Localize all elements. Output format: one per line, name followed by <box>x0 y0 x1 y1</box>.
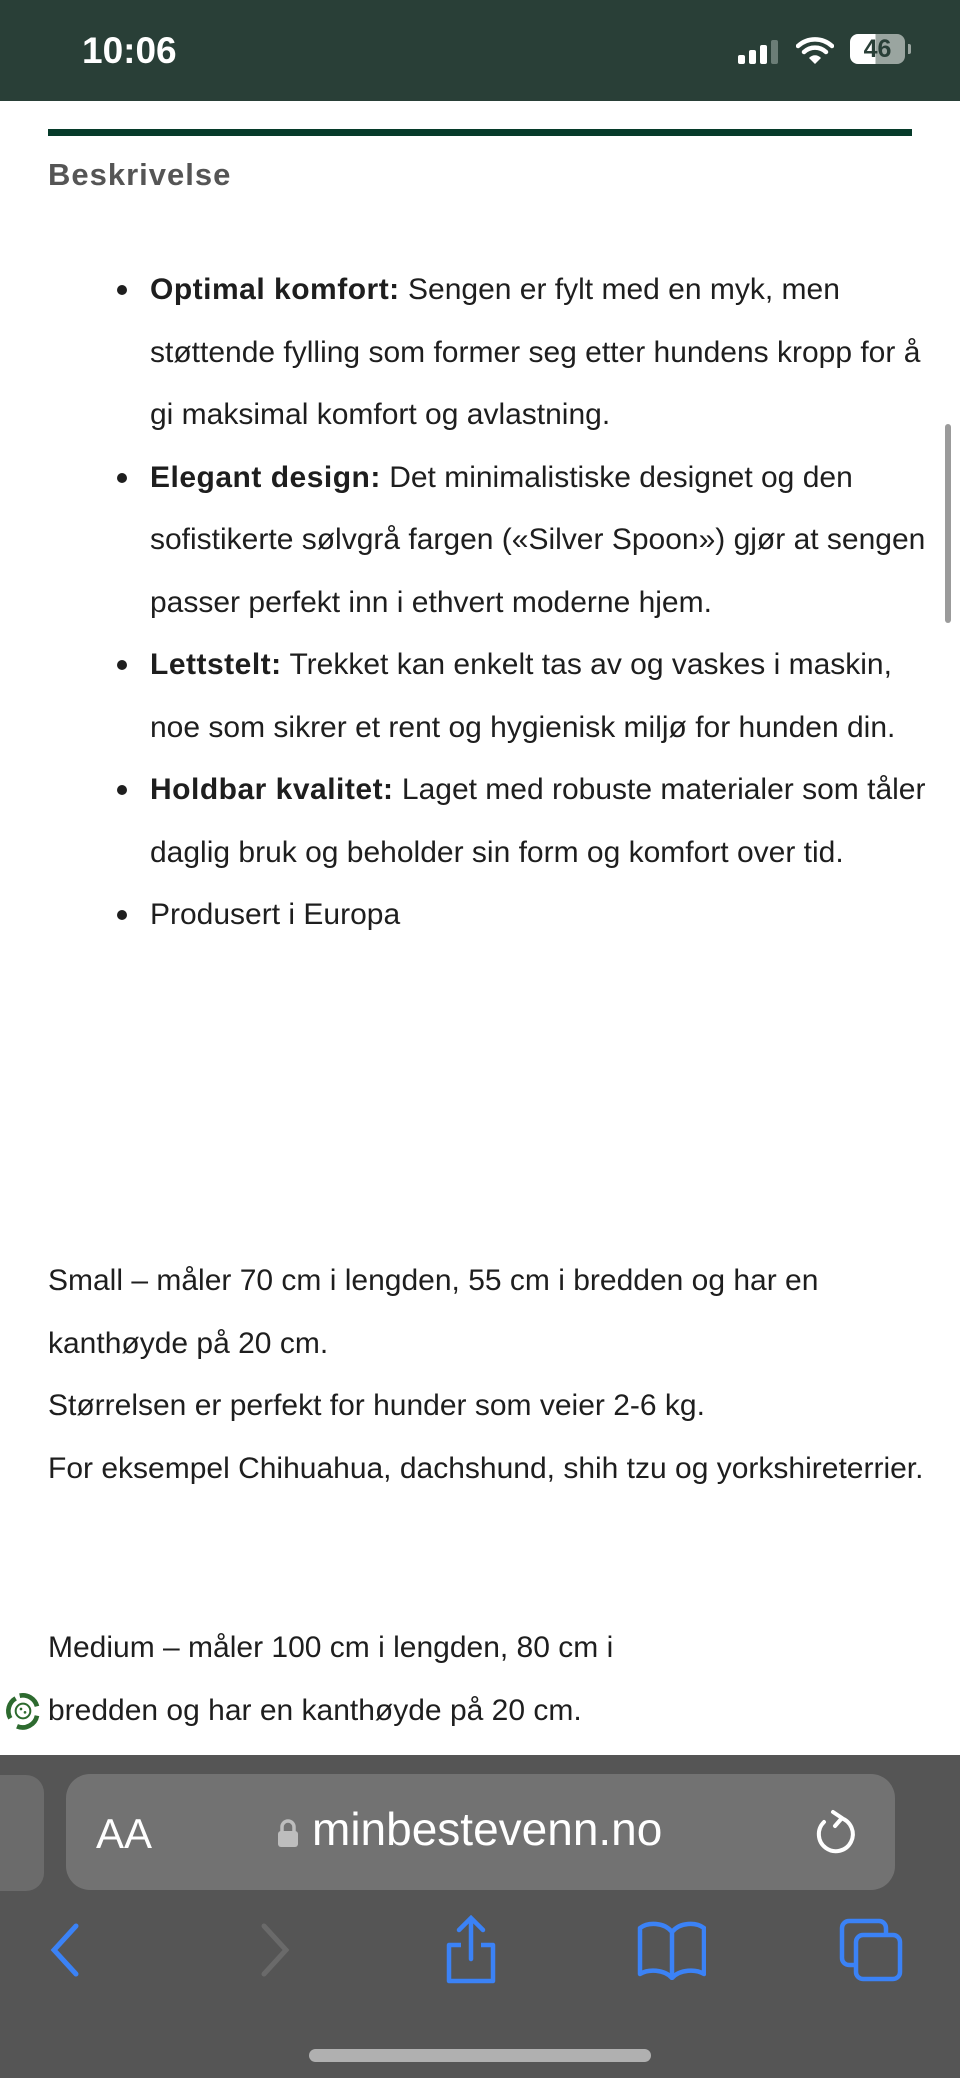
small-examples: For eksempel Chihuahua, dachshund, shih tzu og yorkshireterrier. <box>48 1451 924 1485</box>
size-small <box>48 1250 928 1500</box>
feature-list <box>150 259 930 947</box>
item-text: Trekket kan enkelt tas av og vaskes i maskin, noe som sikrer et rent og hygienisk miljø for hunden din. <box>150 648 896 744</box>
share-button[interactable] <box>436 1915 506 1985</box>
wifi-icon <box>796 36 834 66</box>
tabs-button[interactable] <box>836 1915 906 1985</box>
section-heading: Beskrivelse <box>48 157 232 192</box>
recycle-badge-icon[interactable] <box>1 1689 45 1733</box>
bookmarks-button[interactable] <box>636 1915 706 1985</box>
item-title: Lettstelt: <box>150 648 282 681</box>
medium-dimensions: Medium – måler 100 cm i lengden, 80 cm i <box>48 1631 614 1664</box>
battery-indicator: 46 <box>850 34 905 64</box>
section-divider <box>48 129 912 136</box>
status-bar <box>0 0 960 101</box>
item-title: Elegant design: <box>150 460 381 494</box>
lock-icon <box>276 1818 300 1848</box>
share-icon <box>441 1915 501 1985</box>
item-text: Det minimalistiske designet og den sofistikerte sølvgrå fargen («Silver Spoon») gjør at sengen passer perfekt inn i ethvert moderne hjem. <box>150 460 926 619</box>
item-title: Optimal komfort: <box>150 273 400 306</box>
scrollbar[interactable] <box>945 424 951 623</box>
list-item <box>150 447 930 635</box>
reload-icon[interactable] <box>811 1808 857 1858</box>
item-text: Sengen er fylt med en myk, men støttende fylling som former seg etter hundens kropp for å gi maksimal komfort og avlastning. <box>150 273 921 431</box>
address-bar[interactable] <box>66 1774 895 1890</box>
text-size-button[interactable]: AA <box>96 1810 153 1857</box>
back-button[interactable] <box>30 1915 100 1985</box>
chevron-left-icon <box>48 1922 82 1978</box>
url-text: minbestevenn.no <box>312 1803 663 1855</box>
tabs-icon <box>838 1917 904 1983</box>
clock: 10:06 <box>82 30 177 71</box>
list-item <box>150 884 930 947</box>
list-item <box>150 634 930 759</box>
size-medium <box>48 1617 928 1742</box>
book-icon <box>636 1920 706 1980</box>
small-dimensions: Small – måler 70 cm i lengden, 55 cm i bredden og har en kanthøyde på 20 cm. <box>48 1264 819 1360</box>
medium-dimensions-cont: bredden og har en kanthøyde på 20 cm. <box>48 1693 582 1727</box>
item-text: Laget med robuste materialer som tåler daglig bruk og beholder sin form og komfort over tid. <box>150 773 926 869</box>
list-item <box>150 759 930 884</box>
list-item <box>150 259 930 447</box>
previous-tab-preview[interactable] <box>0 1775 44 1891</box>
small-weight: Størrelsen er perfekt for hunder som veier 2-6 kg. <box>48 1389 705 1422</box>
item-text: Produsert i Europa <box>150 898 401 931</box>
cellular-signal-icon <box>738 40 778 64</box>
item-title: Holdbar kvalitet: <box>150 773 394 806</box>
home-indicator[interactable] <box>309 2049 651 2062</box>
browser-toolbar <box>0 1755 960 2078</box>
chevron-right-icon <box>258 1922 292 1978</box>
forward-button[interactable] <box>240 1915 310 1985</box>
url-display[interactable] <box>276 1802 662 1856</box>
